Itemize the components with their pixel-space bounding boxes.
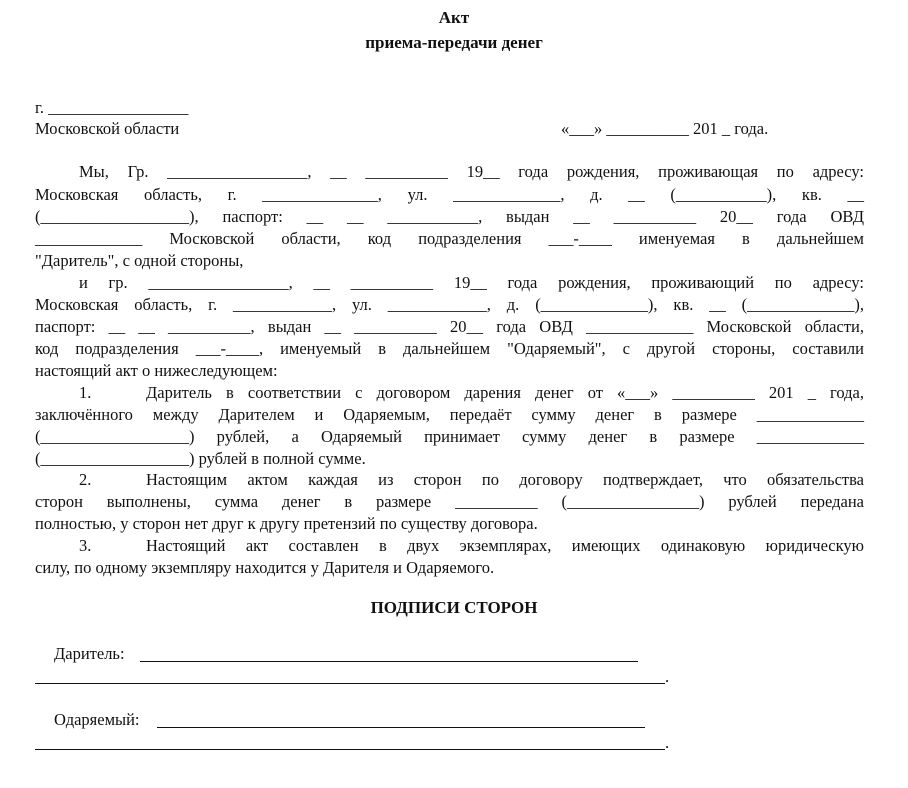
clause-1-line-1: Даритель в соответствии с договором дарения денег от «___» __________ 201 _ года, xyxy=(146,383,864,402)
party-line-3: (__________________), паспорт: __ __ ___________, выдан __ __________ 20__ года ОВД xyxy=(35,207,864,226)
clause-2-line-1: Настоящим актом каждая из сторон по договору подтверждает, что обязательства xyxy=(146,470,864,489)
recipient-label: Одаряемый: xyxy=(54,710,140,729)
donor-signature-line-2[interactable] xyxy=(35,683,665,684)
party-line-5: "Даритель", с одной стороны, xyxy=(35,251,244,270)
clause-number: 1. xyxy=(79,383,92,402)
region-text: Московской области xyxy=(35,119,180,138)
city-field: г. _________________ xyxy=(35,98,189,117)
clause-1-line-2: заключённого между Дарителем и Одаряемым, передаёт сумму денег в размере _____________ xyxy=(35,405,864,424)
party-line-6: и гр. _________________, __ __________ 19__ года рождения, проживающий по адресу: xyxy=(79,273,864,292)
party-line-2: Московская область, г. ______________, ул. _____________, д. __ (___________), кв. __ xyxy=(35,185,864,204)
party-line-4: _____________ Московской области, код подразделения ___-____ именуемая в дальнейшем xyxy=(35,229,864,248)
party-line-1: Мы, Гр. _________________, __ __________ 19__ года рождения, проживающая по адресу: xyxy=(79,162,864,181)
end-mark: . xyxy=(665,733,670,752)
document-date: «___» __________ 201 _ года. xyxy=(561,119,769,138)
document-title: Акт xyxy=(438,8,470,27)
clause-2-line-2: сторон выполнены, сумма денег в размере __________ (________________) рублей передана xyxy=(35,492,864,511)
clause-3-line-2: силу, по одному экземпляру находится у Дарителя и Одаряемого. xyxy=(35,558,495,577)
clause-1-line-4: (__________________) рублей в полной сумме. xyxy=(35,449,366,468)
recipient-signature-line-2[interactable] xyxy=(35,749,665,750)
document-subtitle: приема-передачи денег xyxy=(365,33,543,52)
party-line-8: паспорт: __ __ __________, выдан __ __________ 20__ года ОВД _____________ Московской области, xyxy=(35,317,864,336)
party-line-7: Московская область, г. ____________, ул. ____________, д. (_____________), кв. __ (_____________), xyxy=(35,295,864,314)
clause-3-line-1: Настоящий акт составлен в двух экземплярах, имеющих одинаковую юридическую xyxy=(146,536,864,555)
end-mark: . xyxy=(665,667,670,686)
party-line-10: настоящий акт о нижеследующем: xyxy=(35,361,278,380)
party-line-9: код подразделения ___-____, именуемый в дальнейшем "Одаряемый", с другой стороны, составили xyxy=(35,339,864,358)
clause-2-line-3: полностью, у сторон нет друг к другу претензий по существу договора. xyxy=(35,514,538,533)
donor-signature-line[interactable] xyxy=(140,661,638,662)
clause-1-line-3: (__________________) рублей, а Одаряемый принимает сумму денег в размере _____________ xyxy=(35,427,864,446)
clause-number: 2. xyxy=(79,470,92,489)
recipient-signature-line[interactable] xyxy=(157,727,645,728)
clause-number: 3. xyxy=(79,536,92,555)
signatures-heading: ПОДПИСИ СТОРОН xyxy=(370,598,538,617)
donor-label: Даритель: xyxy=(54,644,125,663)
